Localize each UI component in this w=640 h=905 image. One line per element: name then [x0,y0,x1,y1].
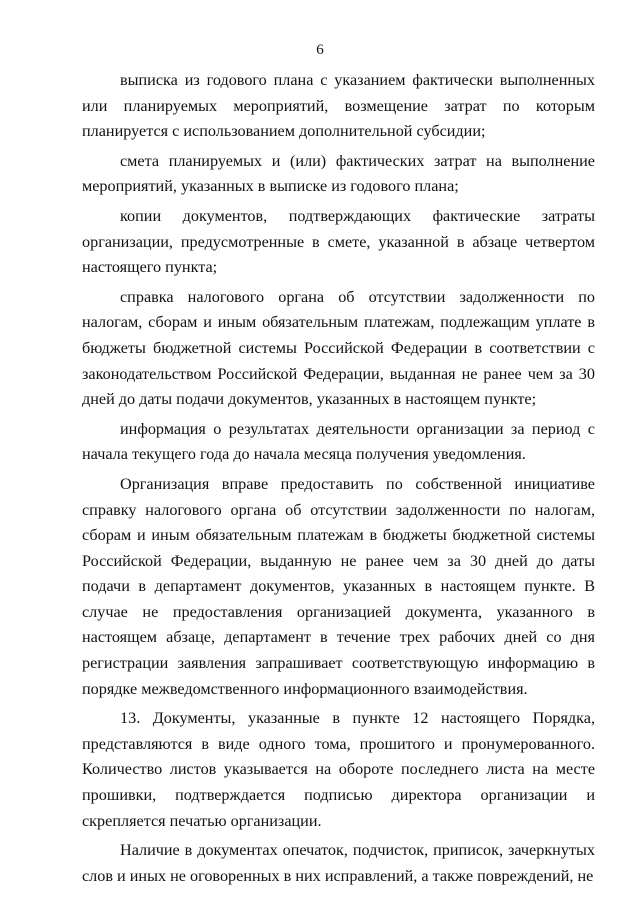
paragraph-tax-certificate: справка налогового органа об отсутствии задолженности по налогам, сборам и иным обязательным платежам, подлежащим уплате в бюджеты бюджетной системы Российской Федерации в соответствии с законодательством Российской Федерации, выданная не ранее чем за 30 дней до даты подачи документов, указанных в настоящем пункте; [82,287,595,409]
paragraph-activity-results: информация о результатах деятельности организации за период с начала текущего года до начала месяца получения уведомления. [82,419,595,464]
paragraph-item-13: 13. Документы, указанные в пункте 12 настоящего Порядка, представляются в виде одного тома, прошитого и пронумерованного. Количество листов указывается на обороте последнего листа на месте прошивки, подтверждается подписью директора организации и скрепляется печатью организации. [82,709,595,830]
page-number: 6 [316,42,324,58]
paragraph-document-copies: копии документов, подтверждающих фактические затраты организации, предусмотренные в смете, указанной в абзаце четвертом настоящего пункта; [82,206,595,277]
paragraph-annual-plan-extract: выписка из годового плана с указанием фактически выполненных или планируемых мероприятий, возмещение затрат по которым планируется с использованием дополнительной субсидии; [82,71,595,141]
paragraph-own-initiative: Организация вправе предоставить по собственной инициативе справку налогового органа об отсутствии задолженности по налогам, сборам и иным обязательным платежам в бюджеты бюджетной системы Российской Федерации, выданную не ранее чем за 30 дней до даты подачи в департамент документов, указанных в настоящем пункте. В случае не предоставления организацией документа, указанного в настоящем абзаце, департамент в течение трех рабочих дней со дня регистрации заявления запрашивает соответствующую информацию в порядке межведомственного информационного взаимодействия. [82,474,595,698]
document-body [82,68,595,889]
paragraph-cost-estimate: смета планируемых и (или) фактических затрат на выполнение мероприятий, указанных в выписке из годового плана; [82,151,595,196]
paragraph-errors-in-documents: Наличие в документах опечаток, подчисток, приписок, зачеркнутых слов и иных не оговоренных в них исправлений, а также повреждений, не [82,841,595,885]
